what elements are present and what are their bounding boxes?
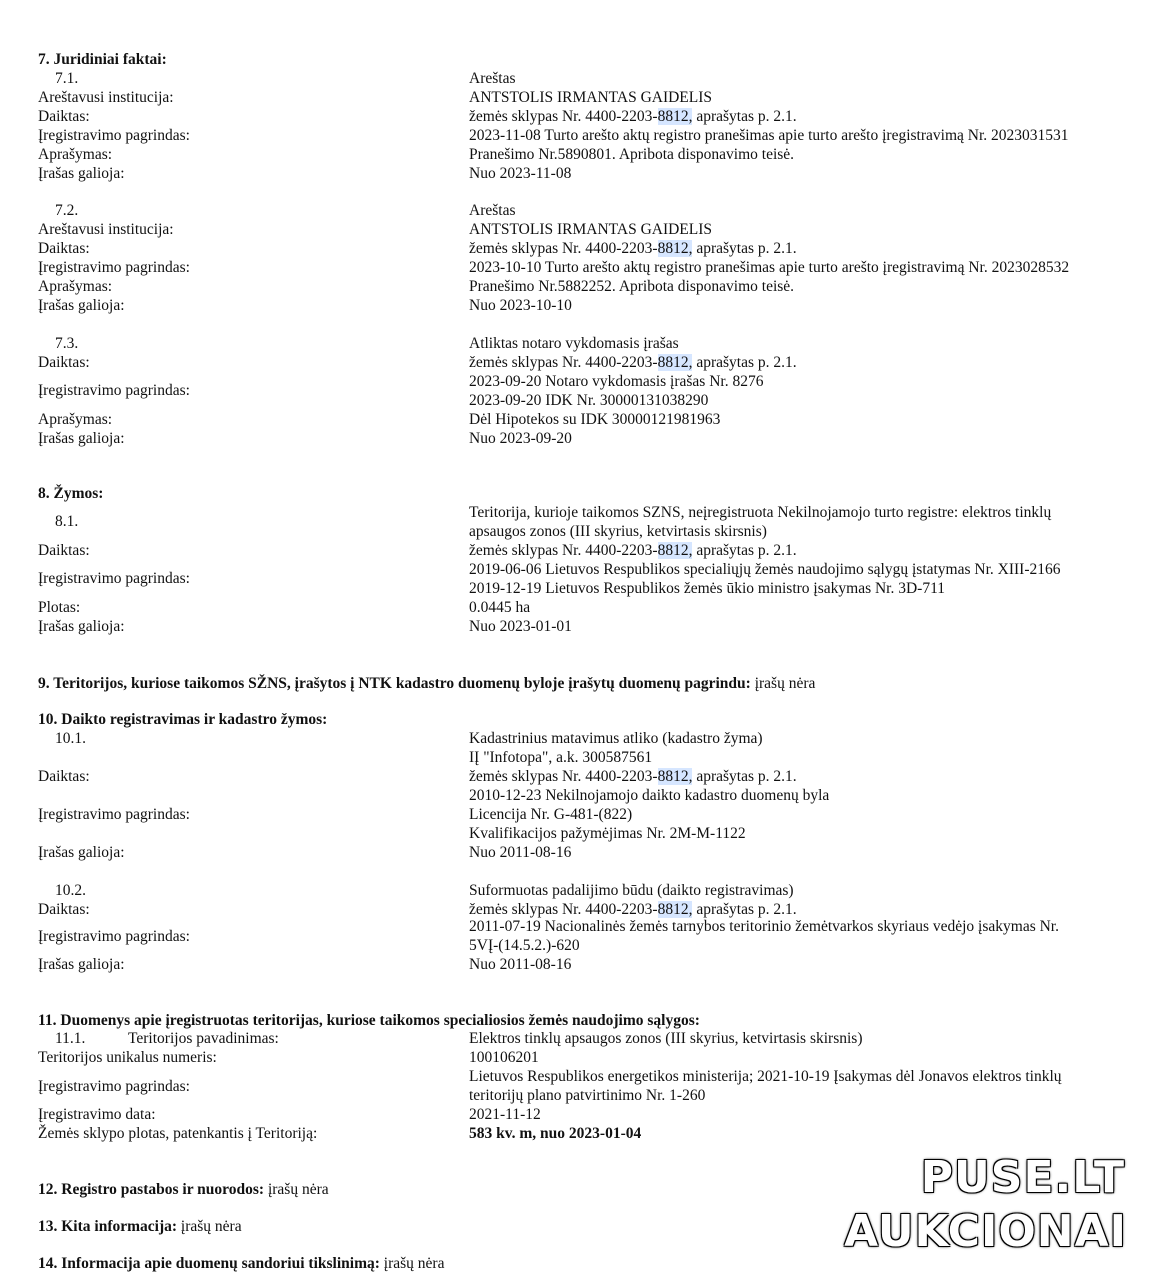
label-object: Daiktas:	[38, 240, 90, 257]
value-valid: Nuo 2023-01-01	[469, 618, 572, 635]
value-basis-line1: 2011-07-19 Nacionalinės žemės tarnybos teritorinio žemėtvarkos skyriaus vedėjo įsakymas Nr.	[469, 918, 1059, 935]
label-basis: Įregistravimo pagrindas:	[38, 259, 190, 276]
value-basis-line2: teritorijų plano patvirtinimo Nr. 1-260	[469, 1087, 706, 1104]
value-institution: ANTSTOLIS IRMANTAS GAIDELIS	[469, 221, 713, 238]
value-basis-line1: 2023-09-20 Notaro vykdomasis įrašas Nr. 8276	[469, 373, 764, 390]
value-basis-line1: 2010-12-23 Nekilnojamojo daikto kadastro duomenų byla	[469, 787, 830, 804]
section-12-value: įrašų nėra	[264, 1181, 329, 1198]
value-basis-line3: Kvalifikacijos pažymėjimas Nr. 2M-M-1122	[469, 825, 746, 842]
value-object: žemės sklypas Nr. 4400-2203-8812, aprašytas p. 2.1.	[469, 901, 797, 918]
label-basis: Įregistravimo pagrindas:	[38, 570, 190, 587]
section-12	[38, 1181, 329, 1199]
label-institution: Areštavusi institucija:	[38, 89, 174, 106]
value-area: 0.0445 ha	[469, 599, 531, 616]
entry-type: Areštas	[469, 202, 516, 219]
value-basis-line2: 2023-09-20 IDK Nr. 30000131038290	[469, 392, 709, 409]
section-14-value: įrašų nėra	[379, 1255, 445, 1272]
section-11-title: 11. Duomenys apie įregistruotas teritorijas, kuriose taikomos specialiosios žemės naudojimo sąlygos:	[38, 1012, 700, 1029]
value-object: žemės sklypas Nr. 4400-2203-8812, aprašytas p. 2.1.	[469, 108, 797, 125]
label-basis: Įregistravimo pagrindas:	[38, 1078, 190, 1095]
entry-type: Atliktas notaro vykdomasis įrašas	[469, 335, 679, 352]
value-basis-line2: 2019-12-19 Lietuvos Respublikos žemės ūkio ministro įsakymas Nr. 3D-711	[469, 580, 946, 597]
value-basis: 2023-10-10 Turto arešto aktų registro pranešimas apie turto arešto įregistravimą Nr. 2023028532	[469, 259, 1070, 276]
label-valid: Įrašas galioja:	[38, 297, 125, 314]
value-basis-line2: Licencija Nr. G-481-(822)	[469, 806, 633, 823]
section-8-title: 8. Žymos:	[38, 485, 104, 502]
label-valid: Įrašas galioja:	[38, 956, 125, 973]
value-basis-line1: Lietuvos Respublikos energetikos ministerija; 2021-10-19 Įsakymas dėl Jonavos elektros tinklų	[469, 1068, 1062, 1085]
label-object: Daiktas:	[38, 354, 90, 371]
section-13-value: įrašų nėra	[177, 1218, 242, 1235]
label-basis: Įregistravimo pagrindas:	[38, 382, 190, 399]
label-plot-area: Žemės sklypo plotas, patenkantis į Teritoriją:	[38, 1125, 318, 1142]
section-14	[38, 1255, 444, 1273]
value-valid: Nuo 2023-11-08	[469, 165, 572, 182]
value-valid: Nuo 2023-10-10	[469, 297, 572, 314]
value-description: Dėl Hipotekos su IDK 30000121981963	[469, 411, 721, 428]
label-valid: Įrašas galioja:	[38, 844, 125, 861]
label-valid: Įrašas galioja:	[38, 618, 125, 635]
entry-type: Suformuotas padalijimo būdu (daikto registravimas)	[469, 882, 794, 899]
watermark-line2: AUKCIONAI	[844, 1206, 1127, 1257]
value-valid: Nuo 2011-08-16	[469, 956, 572, 973]
label-institution: Areštavusi institucija:	[38, 221, 174, 238]
value-description: Pranešimo Nr.5882252. Apribota disponavimo teisė.	[469, 278, 795, 295]
label-object: Daiktas:	[38, 108, 90, 125]
value-territory-name: Elektros tinklų apsaugos zonos (III skyrius, ketvirtasis skirsnis)	[469, 1030, 863, 1047]
label-territory-id: Teritorijos unikalus numeris:	[38, 1049, 217, 1066]
entry-number: 10.2.	[55, 882, 86, 899]
section-13	[38, 1218, 242, 1236]
value-territory-id: 100106201	[469, 1049, 539, 1066]
entry-number: 8.1.	[55, 513, 79, 530]
section-9-value: įrašų nėra	[750, 675, 816, 692]
value-institution: ANTSTOLIS IRMANTAS GAIDELIS	[469, 89, 713, 106]
entry-type-line1: Kadastrinius matavimus atliko (kadastro žyma)	[469, 730, 763, 747]
label-valid: Įrašas galioja:	[38, 430, 125, 447]
entry-type-line1: Teritorija, kurioje taikomos SZNS, neįregistruota Nekilnojamojo turto registre: elektros tinklų	[469, 504, 1052, 521]
value-object: žemės sklypas Nr. 4400-2203-8812, aprašytas p. 2.1.	[469, 542, 797, 559]
label-object: Daiktas:	[38, 542, 90, 559]
value-basis: 2023-11-08 Turto arešto aktų registro pranešimas apie turto arešto įregistravimą Nr. 2023031531	[469, 127, 1069, 144]
entry-type-line2: apsaugos zonos (III skyrius, ketvirtasis skirsnis)	[469, 523, 767, 540]
value-basis-line1: 2019-06-06 Lietuvos Respublikos specialiųjų žemės naudojimo sąlygų įstatymas Nr. XIII-2166	[469, 561, 1061, 578]
label-object: Daiktas:	[38, 901, 90, 918]
entry-type-line2: IĮ "Infotopa", a.k. 300587561	[469, 749, 653, 766]
value-valid: Nuo 2011-08-16	[469, 844, 572, 861]
section-9-title: 9. Teritorijos, kuriose taikomos SŽNS, įrašytos į NTK kadastro duomenų byloje įrašytų duomenų pagrindu:	[38, 675, 751, 692]
label-basis: Įregistravimo pagrindas:	[38, 127, 190, 144]
entry-number: 7.2.	[55, 202, 79, 219]
value-valid: Nuo 2023-09-20	[469, 430, 572, 447]
value-object: žemės sklypas Nr. 4400-2203-8812, aprašytas p. 2.1.	[469, 240, 797, 257]
label-description: Aprašymas:	[38, 411, 113, 428]
value-object: žemės sklypas Nr. 4400-2203-8812, aprašytas p. 2.1.	[469, 768, 797, 785]
entry-number: 11.1.	[55, 1030, 86, 1047]
entry-type: Areštas	[469, 70, 516, 87]
label-basis: Įregistravimo pagrindas:	[38, 928, 190, 945]
section-7-title: 7. Juridiniai faktai:	[38, 51, 167, 68]
value-reg-date: 2021-11-12	[469, 1106, 541, 1123]
section-13-title: 13. Kita informacija:	[38, 1218, 178, 1235]
entry-number: 10.1.	[55, 730, 86, 747]
label-description: Aprašymas:	[38, 146, 113, 163]
label-object: Daiktas:	[38, 768, 90, 785]
entry-number: 7.1.	[55, 70, 79, 87]
entry-number: 7.3.	[55, 335, 79, 352]
label-area: Plotas:	[38, 599, 81, 616]
value-basis-line2: 5VĮ-(14.5.2.)-620	[469, 937, 580, 954]
value-description: Pranešimo Nr.5890801. Apribota disponavimo teisė.	[469, 146, 795, 163]
value-object: žemės sklypas Nr. 4400-2203-8812, aprašytas p. 2.1.	[469, 354, 797, 371]
section-10-title: 10. Daikto registravimas ir kadastro žymos:	[38, 711, 328, 728]
section-12-title: 12. Registro pastabos ir nuorodos:	[38, 1181, 265, 1198]
section-14-title: 14. Informacija apie duomenų sandoriui tikslinimą:	[38, 1255, 380, 1272]
label-valid: Įrašas galioja:	[38, 165, 125, 182]
label-territory-name: Teritorijos pavadinimas:	[128, 1030, 279, 1047]
watermark-line1: PUSE.LT	[920, 1152, 1125, 1203]
label-basis: Įregistravimo pagrindas:	[38, 806, 190, 823]
value-plot-area: 583 kv. m, nuo 2023-01-04	[469, 1125, 642, 1142]
label-description: Aprašymas:	[38, 278, 113, 295]
label-reg-date: Įregistravimo data:	[38, 1106, 156, 1123]
section-9	[38, 675, 815, 693]
